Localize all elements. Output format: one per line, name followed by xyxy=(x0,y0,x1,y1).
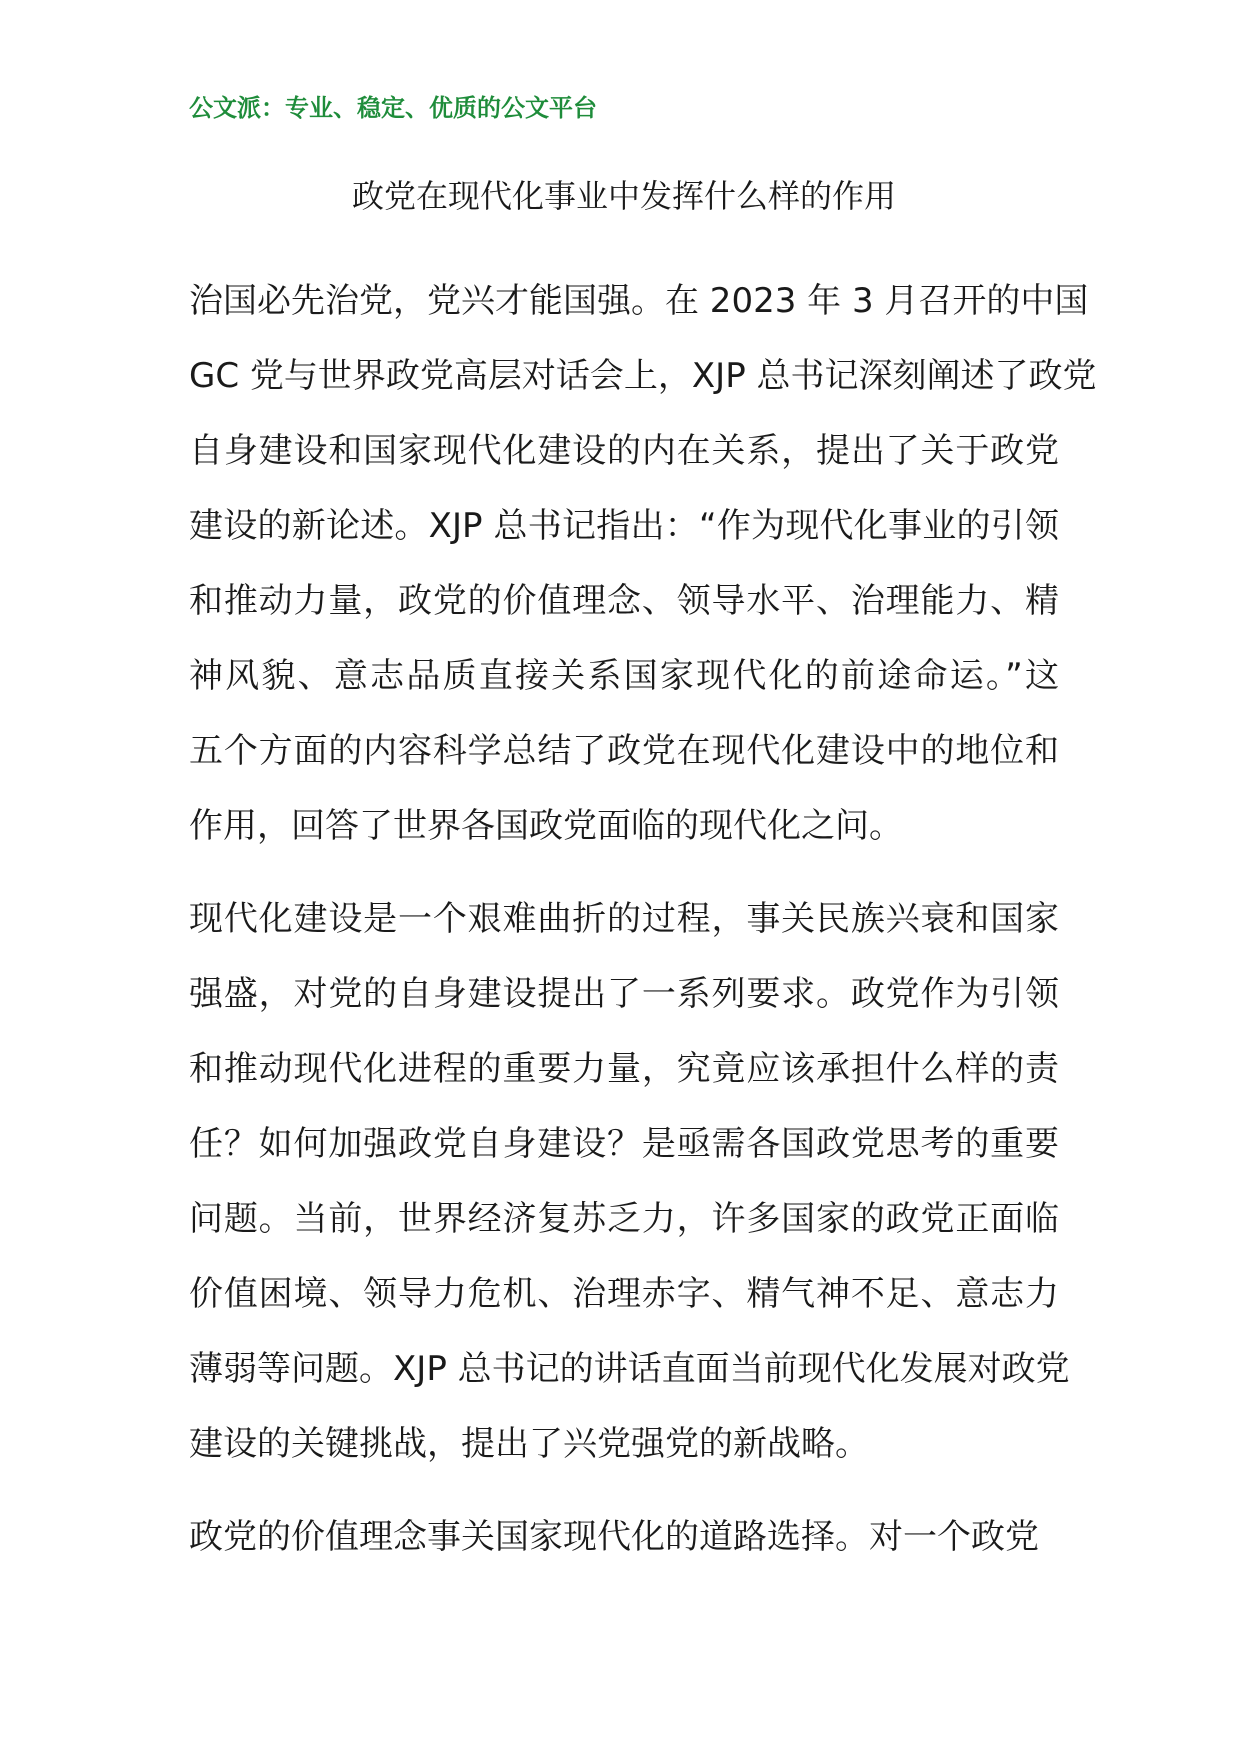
document-body xyxy=(189,264,1097,1593)
text-line: 建设的新论述。XJP 总书记指出：“作为现代化事业的引领 xyxy=(189,506,1059,546)
text-line: 政党的价值理念事关国家现代化的道路选择。对一个政党 xyxy=(189,1517,1039,1557)
text-line: 五个方面的内容科学总结了政党在现代化建设中的地位和 xyxy=(189,731,1059,771)
text-line: 建设的关键挑战，提出了兴党强党的新战略。 xyxy=(189,1424,869,1464)
text-line: 神风貌、意志品质直接关系国家现代化的前途命运。”这 xyxy=(189,656,1059,696)
paragraph-2 xyxy=(189,882,1070,1482)
text-line: 价值困境、领导力危机、治理赤字、精气神不足、意志力 xyxy=(189,1274,1059,1314)
document-title: 政党在现代化事业中发挥什么样的作用 xyxy=(351,177,896,215)
text-line: GC 党与世界政党高层对话会上，XJP 总书记深刻阐述了政党 xyxy=(189,356,1097,396)
paragraph-1 xyxy=(189,264,1097,864)
text-line: 任？如何加强政党自身建设？是亟需各国政党思考的重要 xyxy=(189,1124,1059,1164)
text-line: 自身建设和国家现代化建设的内在关系，提出了关于政党 xyxy=(189,431,1059,471)
text-line: 问题。当前，世界经济复苏乏力，许多国家的政党正面临 xyxy=(189,1199,1059,1239)
text-line: 作用，回答了世界各国政党面临的现代化之问。 xyxy=(189,806,903,846)
header-banner: 公文派：专业、稳定、优质的公文平台 xyxy=(189,93,597,122)
text-line: 和推动力量，政党的价值理念、领导水平、治理能力、精 xyxy=(189,581,1059,621)
text-line: 薄弱等问题。XJP 总书记的讲话直面当前现代化发展对政党 xyxy=(189,1349,1070,1389)
text-line: 强盛，对党的自身建设提出了一系列要求。政党作为引领 xyxy=(189,974,1059,1014)
text-line: 和推动现代化进程的重要力量，究竟应该承担什么样的责 xyxy=(189,1049,1059,1089)
text-line: 现代化建设是一个艰难曲折的过程，事关民族兴衰和国家 xyxy=(189,899,1059,939)
text-line: 治国必先治党，党兴才能国强。在 2023 年 3 月召开的中国 xyxy=(189,281,1089,321)
paragraph-3 xyxy=(189,1500,1059,1575)
